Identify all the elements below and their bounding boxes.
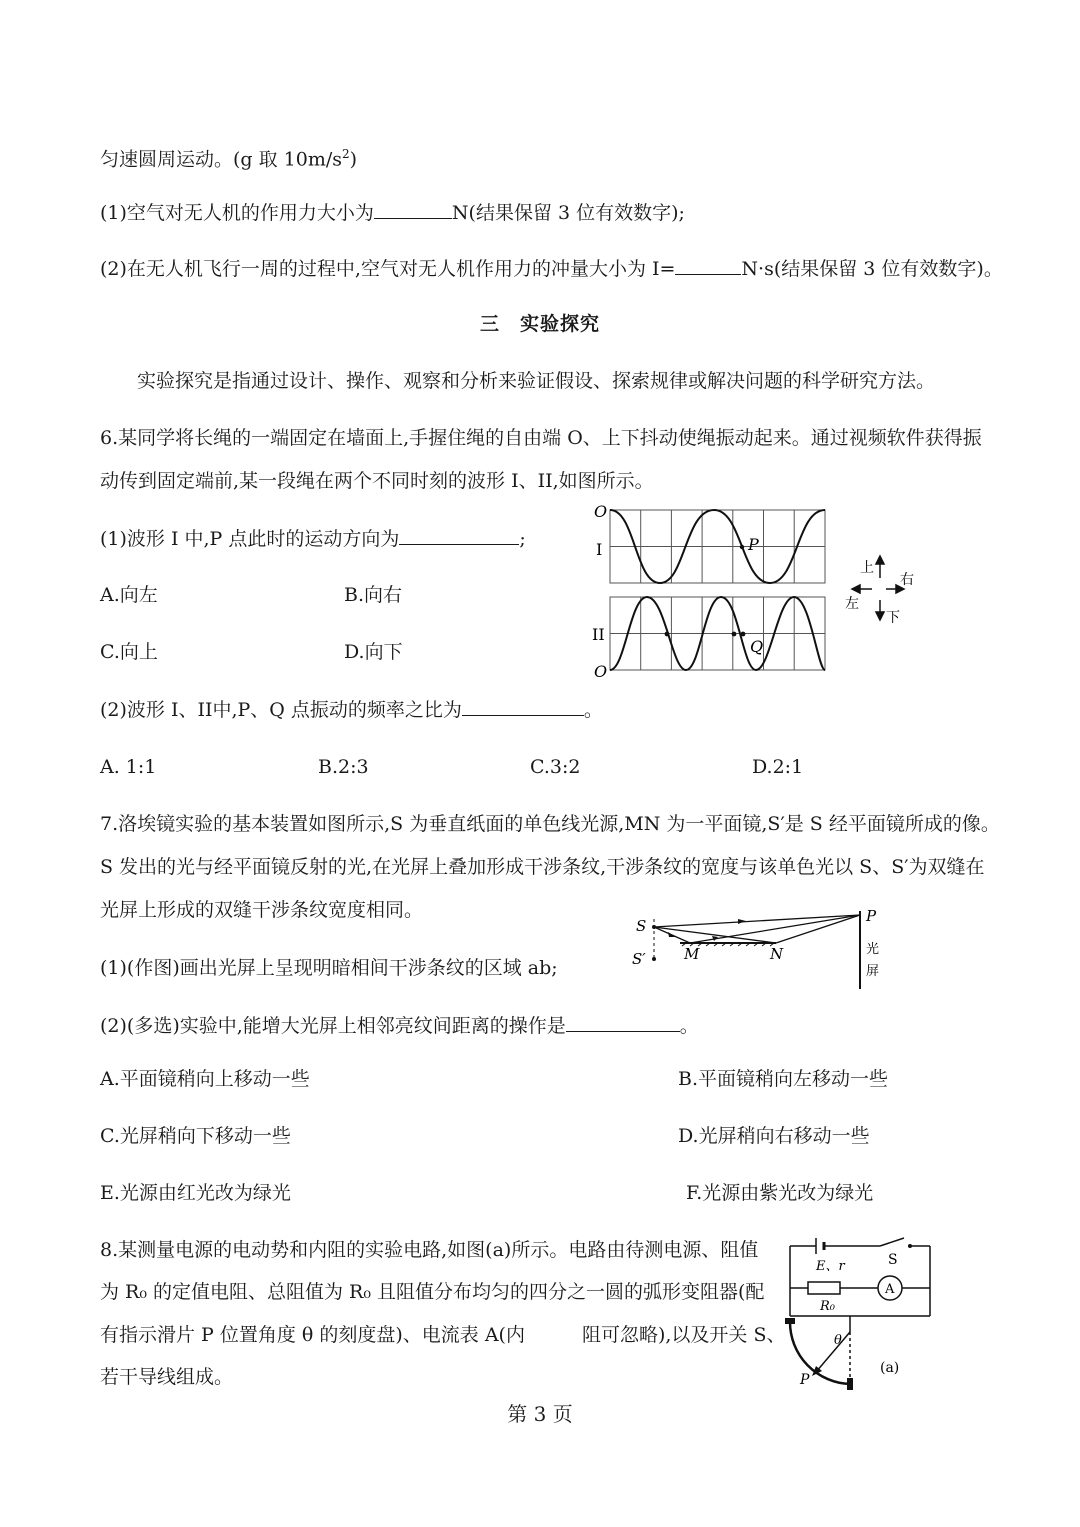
label-screen-1: 光 xyxy=(866,942,880,957)
label-R0: R₀ xyxy=(820,1299,835,1314)
label-O-bottom: O xyxy=(594,662,608,681)
q7-option-d[interactable]: D.光屏稍向右移动一些 xyxy=(678,1125,870,1147)
dir-right-label: 右 xyxy=(900,572,914,588)
q6-part2 xyxy=(100,697,603,722)
label-S: S xyxy=(636,917,647,935)
q6-part1-text: (1)波形 I 中,P 点此时的运动方向为 xyxy=(100,528,400,550)
point-II-dot-1 xyxy=(665,632,670,637)
q7-part1: (1)(作图)画出光屏上呈现明暗相间干涉条纹的区域 ab; xyxy=(100,957,558,979)
q5-part2-blank[interactable] xyxy=(675,256,741,275)
q5-part1-post: N(结果保留 3 位有效数字); xyxy=(451,202,685,224)
q7-part2-text: (2)(多选)实验中,能增大光屏上相邻亮纹间距离的操作是 xyxy=(100,1015,566,1037)
dir-up-label: 上 xyxy=(860,560,874,576)
q7-part2 xyxy=(100,1013,699,1038)
q5-tail xyxy=(100,142,357,171)
section-title: 三 实验探究 xyxy=(479,313,600,335)
q7-option-b[interactable]: B.平面镜稍向左移动一些 xyxy=(678,1068,889,1090)
label-N: N xyxy=(770,945,784,963)
label-S-image: S′ xyxy=(632,950,646,968)
q6-part1 xyxy=(100,526,526,551)
label-I: I xyxy=(596,540,603,559)
q8-line3: 有指示滑片 P 位置角度 θ 的刻度盘)、电流表 A(内 阻可忽略),以及开关 S、 xyxy=(100,1324,786,1346)
label-M: M xyxy=(684,945,700,963)
q7-option-c[interactable]: C.光屏稍向下移动一些 xyxy=(100,1125,291,1147)
q6-option-b[interactable]: B.向右 xyxy=(344,584,403,606)
q7-option-f[interactable]: F.光源由紫光改为绿光 xyxy=(686,1182,874,1204)
q6-part2-text: (2)波形 I、II中,P、Q 点振动的频率之比为 xyxy=(100,699,462,721)
q5-part1-pre: (1)空气对无人机的作用力大小为 xyxy=(100,202,374,224)
q5-part1-blank[interactable] xyxy=(374,200,452,219)
q7-lloyd-mirror-figure xyxy=(628,905,898,1000)
q6-freq-option-b[interactable]: B.2:3 xyxy=(318,756,369,778)
label-P-slider: P xyxy=(800,1372,810,1388)
q7-option-e[interactable]: E.光源由红光改为绿光 xyxy=(100,1182,291,1204)
q5-tail-text: 匀速圆周运动。(g 取 10m/s xyxy=(100,148,342,171)
point-II-dot-2 xyxy=(732,632,737,637)
label-fig-a: (a) xyxy=(880,1360,900,1376)
page-number: 第 3 页 xyxy=(507,1402,573,1426)
dir-down-label: 下 xyxy=(886,610,900,626)
label-ammeter-A: A xyxy=(885,1282,895,1297)
section-intro: 实验探究是指通过设计、操作、观察和分析来验证假设、探索规律或解决问题的科学研究方法。 xyxy=(137,370,936,392)
q8-line1: 8.某测量电源的电动势和内阻的实验电路,如图(a)所示。电路由待测电源、阻值 xyxy=(100,1239,759,1261)
q6-part2-blank[interactable] xyxy=(462,697,584,716)
q6-freq-option-d[interactable]: D.2:1 xyxy=(752,756,804,778)
q6-freq-option-c[interactable]: C.3:2 xyxy=(530,756,581,778)
dir-left-label: 左 xyxy=(845,596,859,612)
q6-option-c[interactable]: C.向上 xyxy=(100,641,158,663)
label-theta: θ xyxy=(834,1333,842,1348)
q6-option-d[interactable]: D.向下 xyxy=(344,641,403,663)
q7-option-a[interactable]: A.平面镜稍向上移动一些 xyxy=(100,1068,310,1090)
q5-part2-post: N·s(结果保留 3 位有效数字)。 xyxy=(741,258,1003,280)
q7-stem-line2: S 发出的光与经平面镜反射的光,在光屏上叠加形成干涉条纹,干涉条纹的宽度与该单色光以 S、S′为双缝在 xyxy=(100,856,985,878)
q6-freq-option-a[interactable]: A. 1:1 xyxy=(100,756,157,778)
q8-line2: 为 R₀ 的定值电阻、总阻值为 R₀ 且阻值分布均匀的四分之一圆的弧形变阻器(配 xyxy=(100,1281,765,1303)
q5-tail-end: ) xyxy=(349,148,358,171)
q6-stem-line2: 动传到固定端前,某一段绳在两个不同时刻的波形 I、II,如图所示。 xyxy=(100,470,654,492)
label-P: P xyxy=(748,535,759,554)
q7-part2-blank[interactable] xyxy=(566,1013,680,1032)
q7-stem-line1: 7.洛埃镜实验的基本装置如图所示,S 为垂直纸面的单色线光源,MN 为一平面镜,S′是 S 经平面镜所成的像。 xyxy=(100,813,1000,835)
label-screen-2: 屏 xyxy=(866,964,880,979)
q6-part1-end: ; xyxy=(519,528,526,550)
label-E-r: E、r xyxy=(816,1259,845,1274)
q5-part2 xyxy=(100,256,1003,281)
label-O-top: O xyxy=(594,502,608,521)
q6-part2-end: 。 xyxy=(583,699,603,721)
point-Q-marker xyxy=(741,632,746,637)
q6-option-a[interactable]: A.向左 xyxy=(100,584,158,606)
q5-tail-sup: 2 xyxy=(342,147,350,161)
q7-part2-end: 。 xyxy=(679,1015,699,1037)
label-Q: Q xyxy=(750,637,764,656)
q7-stem-line3: 光屏上形成的双缝干涉条纹宽度相同。 xyxy=(100,899,424,921)
label-P-screen: P xyxy=(866,907,877,925)
q8-circuit-figure xyxy=(780,1232,950,1392)
q6-wave-figure xyxy=(590,500,930,685)
q6-stem-line1: 6.某同学将长绳的一端固定在墙面上,手握住绳的自由端 O、上下抖动使绳振动起来。通过视频软件获得振 xyxy=(100,427,982,449)
q8-line4: 若干导线组成。 xyxy=(100,1366,234,1388)
label-II: II xyxy=(592,625,605,644)
q6-part1-blank[interactable] xyxy=(399,526,519,545)
point-P-marker xyxy=(740,545,744,549)
label-switch-S: S xyxy=(888,1252,898,1268)
q5-part2-pre: (2)在无人机飞行一周的过程中,空气对无人机作用力的冲量大小为 I= xyxy=(100,258,676,280)
q5-part1 xyxy=(100,200,685,225)
